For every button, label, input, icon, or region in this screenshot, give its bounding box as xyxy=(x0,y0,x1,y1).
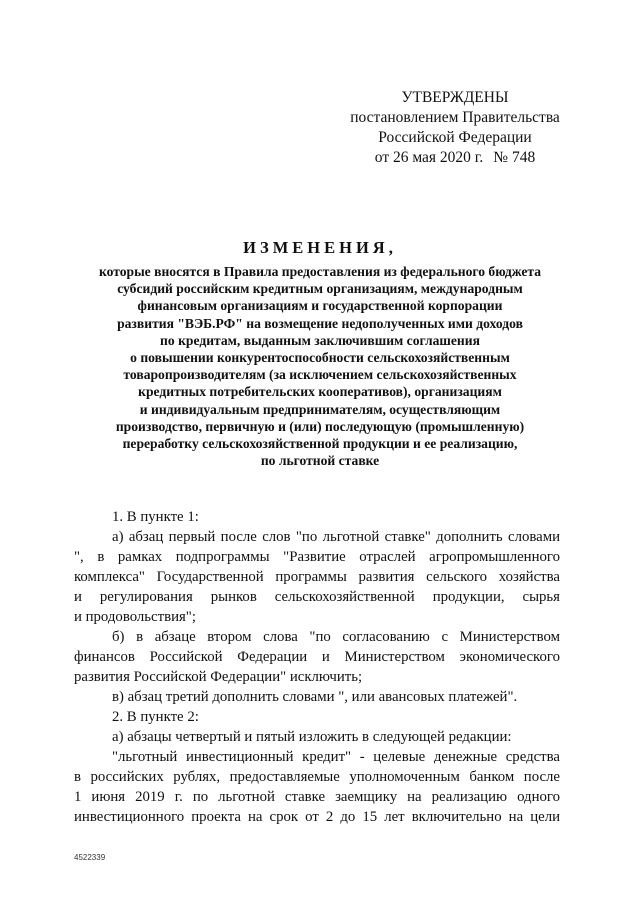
clause-1b-line: б) в абзаце втором слова "по согласованию с Министерством xyxy=(112,629,560,645)
subtitle-line: финансовым организациям и государственной корпорации xyxy=(137,298,503,314)
clause-1b-line: развития Российской Федерации" исключить; xyxy=(74,669,363,685)
clause-2-heading: 2. В пункте 2: xyxy=(112,709,199,725)
subtitle-line: производство, первичную и (или) последующую (промышленную) xyxy=(115,418,525,434)
clause-1a-line: а) абзац первый после слов "по льготной ставке" дополнить словами xyxy=(112,529,560,545)
clause-1-heading: 1. В пункте 1: xyxy=(112,509,199,525)
approval-authority: постановлением Правительства xyxy=(350,109,560,126)
subtitle-line: о повышении конкурентоспособности сельскохозяйственным xyxy=(130,350,510,366)
clause-2a-quote-line: в российских рублях, предоставляемые уполномоченным банком после xyxy=(74,769,560,785)
subtitle-line: и индивидуальным предпринимателям, осуществляющим xyxy=(139,401,501,417)
clause-2a-quote-line: инвестиционного проекта на срок от 2 до 15 лет включительно на цели xyxy=(74,809,560,825)
clause-1a-line: и продовольствия"; xyxy=(74,609,196,625)
clause-1b-line: финансов Российской Федерации и Министерством экономического xyxy=(74,649,560,665)
clause-1a-line: ", в рамках подпрограммы "Развитие отраслей агропромышленного xyxy=(74,549,560,565)
document-body xyxy=(74,507,560,827)
subtitle-line: по льготной ставке xyxy=(260,453,380,469)
approval-stamp xyxy=(335,88,575,168)
subtitle-line: субсидий российским кредитным организациям, международным xyxy=(117,281,523,297)
clause-1c: в) абзац третий дополнить словами ", или авансовых платежей". xyxy=(112,689,518,705)
clause-1a-line: комплекса" Государственной программы развития сельского хозяйства xyxy=(74,569,560,585)
subtitle-line: по кредитам, выданным заключившим соглашения xyxy=(160,332,480,348)
clause-1a-line: и регулирования рынков сельскохозяйственной продукции, сырья xyxy=(74,589,560,605)
approval-date: от 26 мая 2020 г. xyxy=(374,149,484,166)
clause-2a-quote-line: "льготный инвестиционный кредит" - целевые денежные средства xyxy=(112,749,560,765)
approval-number: № 748 xyxy=(493,149,536,166)
document-code: 4522339 xyxy=(74,853,106,862)
clause-2a: а) абзацы четвертый и пятый изложить в следующей редакции: xyxy=(112,729,512,745)
subtitle-line: переработку сельскохозяйственной продукции и ее реализацию, xyxy=(122,436,518,452)
subtitle-line: товаропроизводителям (за исключением сельскохозяйственных xyxy=(123,367,517,383)
subtitle-line: которые вносятся в Правила предоставления из федерального бюджета xyxy=(98,264,542,279)
approval-date-line xyxy=(335,148,575,168)
approval-country: Российской Федерации xyxy=(378,129,532,146)
clause-2a-quote-line: 1 июня 2019 г. по льготной ставке заемщику на реализацию одного xyxy=(74,789,560,805)
subtitle-line: кредитных потребительских кооперативов), организациям xyxy=(138,384,502,400)
subtitle-line: развития "ВЭБ.РФ" на возмещение недополученных ими доходов xyxy=(117,315,523,331)
document-subtitle xyxy=(70,263,570,469)
document-title: ИЗМЕНЕНИЯ, xyxy=(243,238,397,257)
approval-heading: УТВЕРЖДЕНЫ xyxy=(401,89,509,106)
